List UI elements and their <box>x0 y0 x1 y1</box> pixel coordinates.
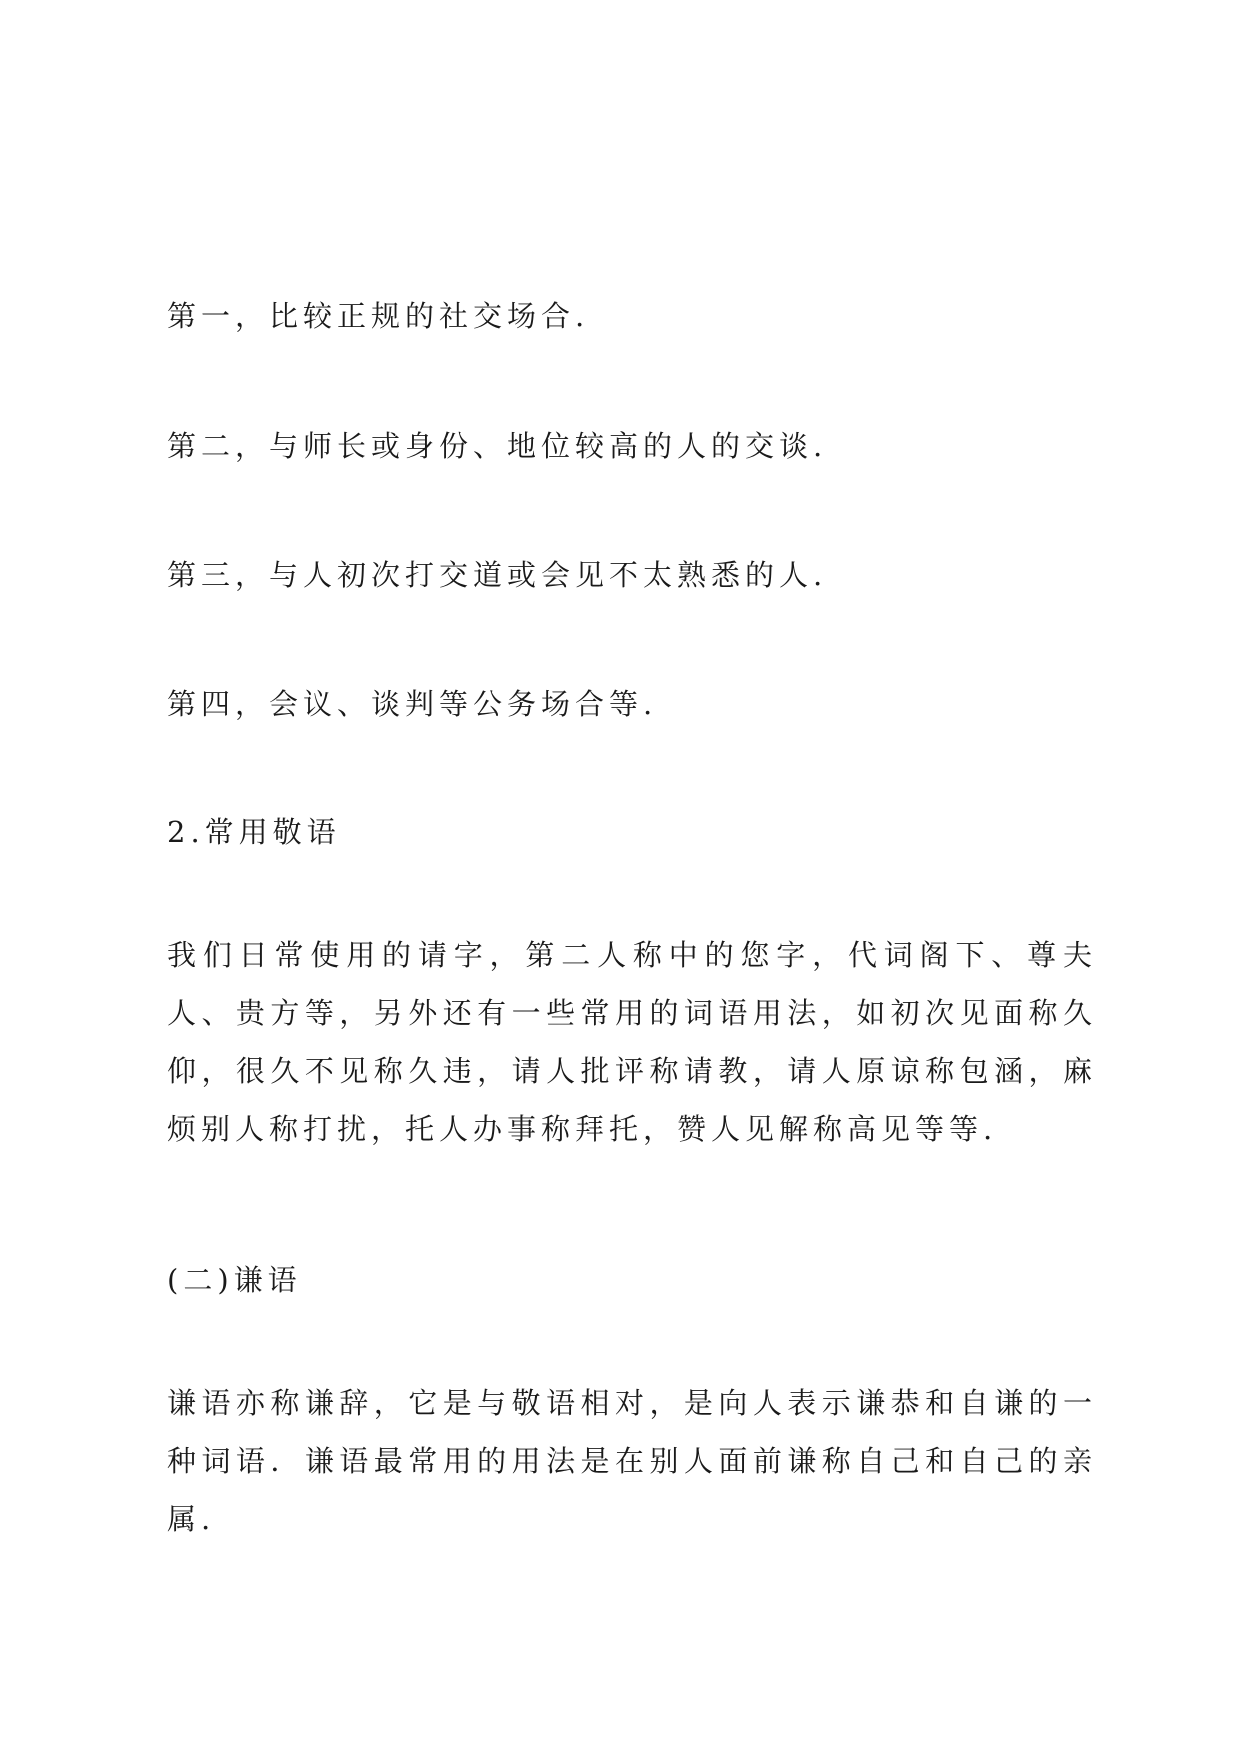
occasion-line-4: 第四，会议、谈判等公务场合等. <box>167 687 658 721</box>
humble-words-paragraph: 谦语亦称谦辞，它是与敬语相对，是向人表示谦恭和自谦的一种词语．谦语最常用的用法是在别人面前谦称自己和自己的亲属. <box>167 1386 1097 1536</box>
honorifics-paragraph: 我们日常使用的请字，第二人称中的您字，代词阁下、尊夫人、贵方等，另外还有一些常用的词语用法，如初次见面称久仰，很久不见称久违，请人批评称请教，请人原谅称包涵，麻烦别人称打扰，托人办事称拜托，赞人见解称高见等等. <box>167 938 1097 1146</box>
occasion-line-3: 第三，与人初次打交道或会见不太熟悉的人. <box>167 558 828 592</box>
occasion-line-2: 第二，与师长或身份、地位较高的人的交谈. <box>167 429 828 463</box>
occasion-line-1: 第一，比较正规的社交场合. <box>167 299 590 333</box>
section-heading-honorifics: 2.常用敬语 <box>167 815 341 849</box>
section-heading-humble-words: (二)谦语 <box>167 1263 302 1297</box>
